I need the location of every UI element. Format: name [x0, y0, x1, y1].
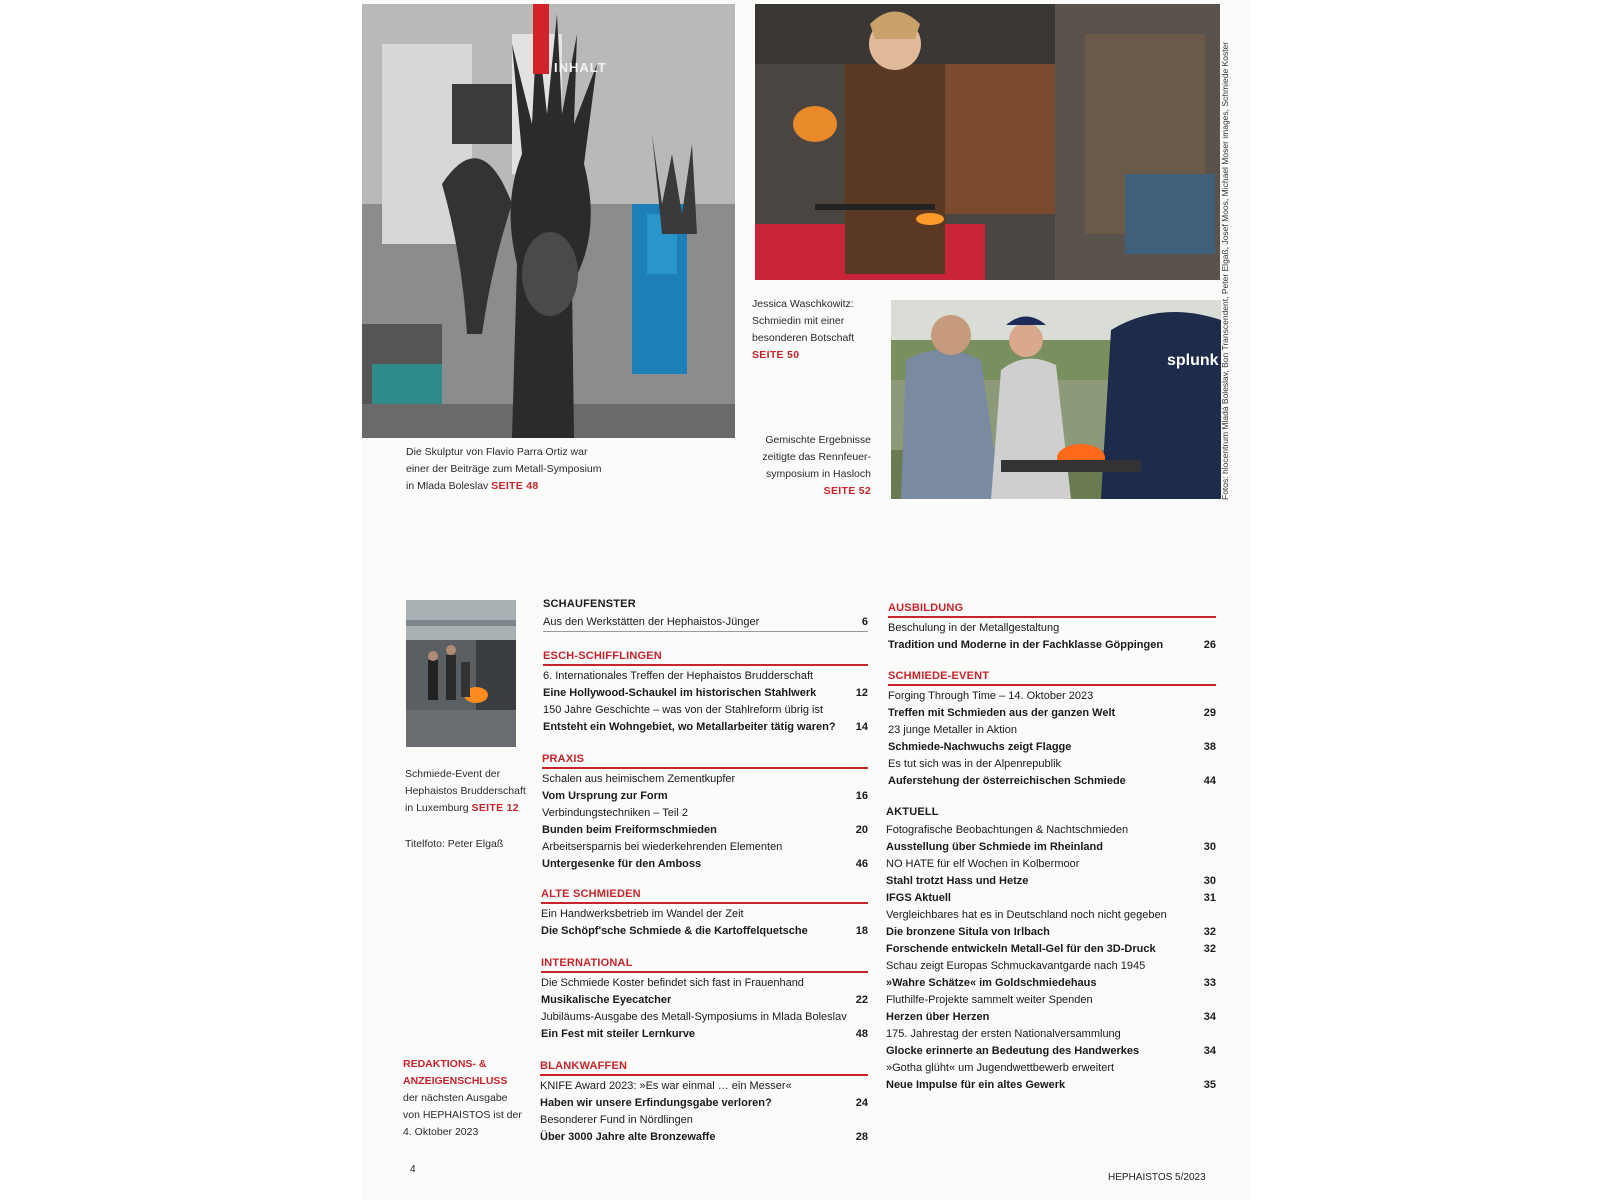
toc-title: Arbeitsersparnis bei wiederkehrenden Elementen — [542, 841, 783, 853]
toc-title: Ein Fest mit steiler Lernkurve — [541, 1028, 696, 1040]
page-number: 4 — [410, 1164, 416, 1175]
toc-row[interactable] — [541, 1009, 868, 1026]
caption-line: Die Skulptur von Flavio Parra Ortiz war — [406, 446, 588, 458]
toc-row[interactable] — [886, 907, 1216, 924]
section-heading: PRAXIS — [542, 753, 868, 769]
toc-title: 23 junge Metaller in Aktion — [888, 724, 1018, 736]
toc-row[interactable] — [541, 906, 868, 923]
toc-row[interactable] — [886, 1060, 1216, 1077]
toc-title: Untergesenke für den Amboss — [542, 858, 702, 870]
toc-page-number: 48 — [855, 1028, 868, 1040]
toc-title: Beschulung in der Metallgestaltung — [888, 622, 1060, 634]
caption-line: in Mlada Boleslav — [406, 480, 489, 492]
toc-page-number: 44 — [1203, 775, 1216, 787]
toc-page-number: 22 — [855, 994, 868, 1006]
toc-page-number: 31 — [1203, 892, 1216, 904]
caption-line: in Luxemburg — [405, 802, 469, 814]
toc-title: KNIFE Award 2023: »Es war einmal … ein Messer« — [540, 1080, 792, 1092]
caption-line: einer der Beiträge zum Metall-Symposium — [406, 463, 602, 475]
toc-page-number: 32 — [1203, 926, 1216, 938]
toc-title: Es tut sich was in der Alpenrepublik — [888, 758, 1062, 770]
toc-title: Schalen aus heimischem Zementkupfer — [542, 773, 736, 785]
toc-row[interactable] — [888, 620, 1216, 637]
toc-row[interactable] — [886, 873, 1216, 890]
caption-line: besonderen Botschaft — [752, 332, 855, 344]
toc-title: Vom Ursprung zur Form — [542, 790, 668, 802]
page-reference[interactable]: SEITE 12 — [471, 802, 519, 814]
magazine-issue: HEPHAISTOS 5/2023 — [1108, 1172, 1206, 1183]
deadline-text: von HEPHAISTOS ist der — [403, 1109, 522, 1121]
toc-title: Herzen über Herzen — [886, 1011, 990, 1023]
toc-page-number: 26 — [1203, 639, 1216, 651]
deadline-box — [403, 1056, 522, 1141]
section-heading: AKTUELL — [886, 806, 939, 818]
toc-row[interactable] — [542, 839, 868, 856]
titelfoto-credit: Titelfoto: Peter Elgaß — [405, 838, 504, 850]
toc-row[interactable] — [540, 1095, 868, 1112]
toc-title: Forging Through Time – 14. Oktober 2023 — [888, 690, 1094, 702]
toc-row[interactable] — [886, 958, 1216, 975]
toc-row[interactable] — [542, 822, 868, 839]
toc-page-number: 34 — [1203, 1045, 1216, 1057]
deadline-heading: ANZEIGENSCHLUSS — [403, 1075, 508, 1087]
toc-title: »Gotha glüht« um Jugendwettbewerb erweitert — [886, 1062, 1115, 1074]
toc-row[interactable] — [886, 1077, 1216, 1094]
toc-page-number: 29 — [1203, 707, 1216, 719]
toc-title: Entsteht ein Wohngebiet, wo Metallarbeiter tätig waren? — [543, 721, 836, 733]
toc-row[interactable] — [886, 924, 1216, 941]
section-heading: SCHAUFENSTER — [543, 598, 636, 610]
toc-title: Fotografische Beobachtungen & Nachtschmieden — [886, 824, 1129, 836]
toc-title: Ein Handwerksbetrieb im Wandel der Zeit — [541, 908, 744, 920]
toc-row[interactable] — [543, 614, 868, 632]
page-reference[interactable]: SEITE 48 — [491, 480, 539, 492]
deadline-heading: REDAKTIONS- & — [403, 1058, 487, 1070]
caption-line: Gemischte Ergebnisse — [765, 434, 871, 446]
toc-title: Ausstellung über Schmiede im Rheinland — [886, 841, 1103, 853]
toc-title: Glocke erinnerte an Bedeutung des Handwerkes — [886, 1045, 1140, 1057]
toc-row[interactable] — [886, 941, 1216, 958]
toc-title: Die bronzene Situla von Irlbach — [886, 926, 1050, 938]
toc-row[interactable] — [888, 739, 1216, 756]
caption-line: Jessica Waschkowitz: — [752, 298, 854, 310]
toc-title: Aus den Werkstätten der Hephaistos-Jünger — [543, 616, 760, 628]
toc-title: 150 Jahre Geschichte – was von der Stahlreform übrig ist — [543, 704, 824, 716]
toc-page-number: 46 — [855, 858, 868, 870]
toc-row[interactable] — [888, 637, 1216, 654]
sculpture-caption — [406, 444, 602, 495]
caption-line: Schmiede-Event der — [405, 768, 501, 780]
toc-row[interactable] — [540, 1078, 868, 1095]
toc-row[interactable] — [888, 705, 1216, 722]
toc-title: Vergleichbares hat es in Deutschland noch nicht gegeben — [886, 909, 1167, 921]
section-heading: ESCH-SCHIFFLINGEN — [543, 650, 868, 666]
toc-title: Schau zeigt Europas Schmuckavantgarde nach 1945 — [886, 960, 1146, 972]
toc-row[interactable] — [542, 788, 868, 805]
toc-title: 175. Jahrestag der ersten Nationalversammlung — [886, 1028, 1121, 1040]
toc-row[interactable] — [888, 722, 1216, 739]
toc-row[interactable] — [541, 923, 868, 940]
caption-line: Schmiedin mit einer — [752, 315, 845, 327]
toc-row[interactable] — [886, 1009, 1216, 1026]
toc-page-number: 20 — [855, 824, 868, 836]
toc-title: Bunden beim Freiformschmieden — [542, 824, 717, 836]
section-heading: ALTE SCHMIEDEN — [541, 888, 868, 904]
toc-page-number: 33 — [1203, 977, 1216, 989]
toc-title: Haben wir unsere Erfindungsgabe verloren? — [540, 1097, 772, 1109]
toc-title: Die Schöpf'sche Schmiede & die Kartoffelquetsche — [541, 925, 808, 937]
toc-page-number: 38 — [1203, 741, 1216, 753]
toc-page-number: 16 — [855, 790, 868, 802]
toc-row[interactable] — [886, 890, 1216, 907]
toc-section-aktuell — [886, 806, 1216, 1094]
toc-row[interactable] — [542, 771, 868, 788]
toc-row[interactable] — [886, 975, 1216, 992]
shirt-logo: splunk — [1167, 352, 1219, 369]
forging-woman-photo — [755, 4, 1220, 280]
toc-title: Verbindungstechniken – Teil 2 — [542, 807, 688, 819]
photo-credits: Fotos: hlocentrum Mladá Boleslav, Bon Transcendent, Peter Elgaß, Josef Moos, Michael Moser images, Schmiede Koster — [1220, 41, 1230, 500]
section-heading: SCHMIEDE-EVENT — [888, 670, 1216, 686]
toc-page-number: 24 — [855, 1097, 868, 1109]
toc-row[interactable] — [540, 1129, 868, 1146]
toc-row[interactable] — [886, 992, 1216, 1009]
toc-page-number: 34 — [1203, 1011, 1216, 1023]
toc-title: Eine Hollywood-Schaukel im historischen Stahlwerk — [543, 687, 817, 699]
rennfeuer-caption — [740, 432, 871, 500]
toc-title: Jubiläums-Ausgabe des Metall-Symposiums in Mlada Boleslav — [541, 1011, 847, 1023]
toc-section-praxis — [542, 753, 868, 873]
event-photo — [406, 600, 516, 747]
toc-row[interactable] — [543, 668, 868, 685]
toc-title: Stahl trotzt Hass und Hetze — [886, 875, 1029, 887]
toc-row[interactable] — [888, 756, 1216, 773]
group-smiths-photo — [891, 300, 1221, 499]
section-heading: AUSBILDUNG — [888, 602, 1216, 618]
toc-row[interactable] — [541, 1026, 868, 1043]
toc-page-number: 14 — [855, 721, 868, 733]
toc-section-blankwaffen — [540, 1060, 868, 1146]
toc-row[interactable] — [886, 839, 1216, 856]
toc-title: Auferstehung der österreichischen Schmiede — [888, 775, 1126, 787]
deadline-text: der nächsten Ausgabe — [403, 1092, 508, 1104]
toc-title: Über 3000 Jahre alte Bronzewaffe — [540, 1131, 716, 1143]
section-heading: BLANKWAFFEN — [540, 1060, 868, 1076]
toc-row[interactable] — [543, 719, 868, 736]
toc-page-number: 30 — [1203, 875, 1216, 887]
toc-page-number: 32 — [1203, 943, 1216, 955]
toc-row[interactable] — [541, 992, 868, 1009]
toc-title: Tradition und Moderne in der Fachklasse Göppingen — [888, 639, 1164, 651]
toc-page-number: 18 — [855, 925, 868, 937]
toc-section-ausbildung — [888, 602, 1216, 654]
toc-title: 6. Internationales Treffen der Hephaistos Brudderschaft — [543, 670, 814, 682]
toc-row[interactable] — [543, 702, 868, 719]
toc-title: Neue Impulse für ein altes Gewerk — [886, 1079, 1066, 1091]
toc-row[interactable] — [543, 685, 868, 702]
toc-title: IFGS Aktuell — [886, 892, 951, 904]
toc-row[interactable] — [542, 805, 868, 822]
toc-section-alte-schmieden — [541, 888, 868, 940]
caption-line: zeitigte das Rennfeuer- — [762, 451, 871, 463]
toc-row[interactable] — [542, 856, 868, 873]
toc-title: Besonderer Fund in Nördlingen — [540, 1114, 693, 1126]
toc-title: Schmiede-Nachwuchs zeigt Flagge — [888, 741, 1072, 753]
toc-row[interactable] — [886, 1043, 1216, 1060]
toc-page-number: 28 — [855, 1131, 868, 1143]
toc-row[interactable] — [886, 1026, 1216, 1043]
toc-section-esch-schifflingen — [543, 650, 868, 736]
toc-row[interactable] — [886, 822, 1216, 839]
toc-row[interactable] — [888, 773, 1216, 790]
inhalt-label: INHALT — [554, 60, 607, 75]
jessica-caption — [752, 296, 854, 364]
toc-title: »Wahre Schätze« im Goldschmiedehaus — [886, 977, 1097, 989]
toc-section-schaufenster — [543, 598, 868, 632]
toc-title: Musikalische Eyecatcher — [541, 994, 672, 1006]
page-reference[interactable]: SEITE 52 — [823, 485, 871, 497]
toc-section-schmiede-event — [888, 670, 1216, 790]
toc-row[interactable] — [541, 975, 868, 992]
section-heading: INTERNATIONAL — [541, 957, 868, 973]
toc-page-number: 30 — [1203, 841, 1216, 853]
toc-section-international — [541, 957, 868, 1043]
toc-title: Forschende entwickeln Metall-Gel für den 3D-Druck — [886, 943, 1156, 955]
toc-row[interactable] — [888, 688, 1216, 705]
toc-page-number: 12 — [855, 687, 868, 699]
page-reference[interactable]: SEITE 50 — [752, 349, 800, 361]
toc-page-number: 35 — [1203, 1079, 1216, 1091]
caption-line: Hephaistos Brudderschaft — [405, 785, 526, 797]
event-caption — [405, 766, 526, 817]
deadline-date: 4. Oktober 2023 — [403, 1126, 479, 1138]
caption-line: symposium in Hasloch — [765, 468, 871, 480]
toc-page-number: 6 — [861, 616, 868, 628]
toc-title: Fluthilfe-Projekte sammelt weiter Spenden — [886, 994, 1093, 1006]
toc-row[interactable] — [886, 856, 1216, 873]
toc-title: NO HATE für elf Wochen in Kolbermoor — [886, 858, 1080, 870]
inhalt-red-bar — [533, 4, 549, 74]
toc-title: Die Schmiede Koster befindet sich fast in Frauenhand — [541, 977, 804, 989]
toc-title: Treffen mit Schmieden aus der ganzen Welt — [888, 707, 1116, 719]
toc-row[interactable] — [540, 1112, 868, 1129]
